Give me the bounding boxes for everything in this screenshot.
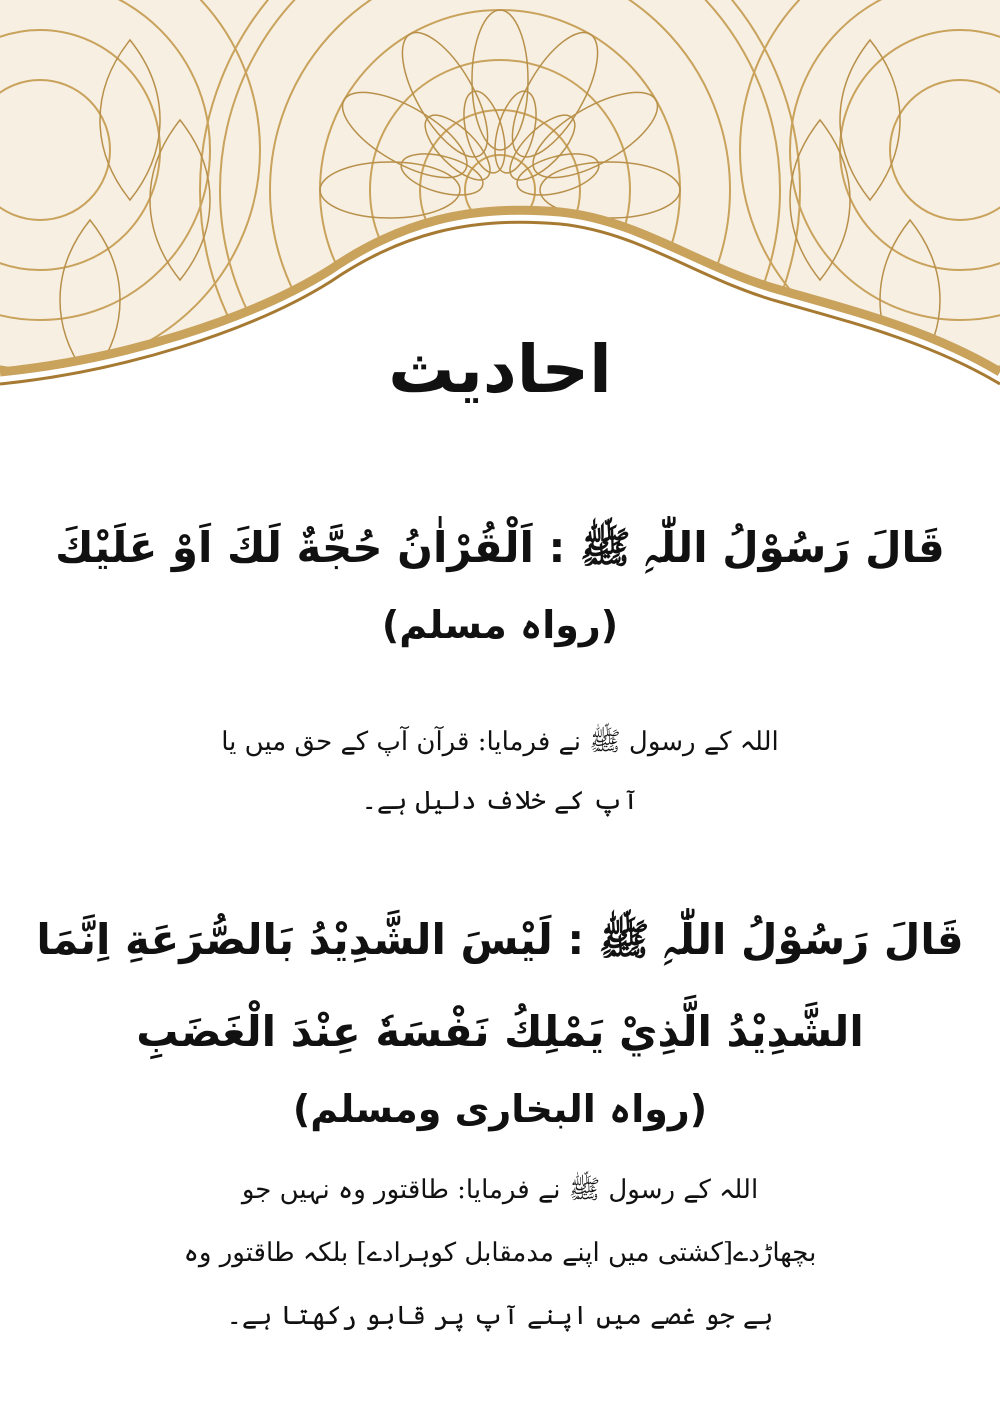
hadith-1-urdu-line: آپ کے خلاف دلیل ہے۔ — [361, 786, 639, 816]
hadith-2-reference: (رواہ البخاری ومسلم) — [292, 1087, 708, 1131]
hadith-1-reference: (رواہ مسلم) — [381, 603, 619, 647]
hadith-1-arabic-text: قَالَ رَسُوْلُ اللّٰہِ ﷺ : اَلْقُرْاٰنُ حُجَّةٌ لَكَ اَوْ عَلَيْكَ — [55, 523, 945, 572]
hadith-2-urdu-line: بچھاڑدے[کشتی میں اپنے مدمقابل کوہرادے] بلکہ طاقتور وہ — [183, 1238, 817, 1268]
hadith-1-urdu-line: اللہ کے رسول ﷺ نے فرمایا: قرآن آپ کے حق میں یا — [221, 727, 779, 757]
hadith-2-arabic-line: الشَّدِيْدُ الَّذِيْ يَمْلِكُ نَفْسَهٗ عِنْدَ الْغَضَبِ — [136, 1007, 864, 1056]
page-title: احادیث — [388, 331, 612, 408]
hadith-2-urdu-line: اللہ کے رسول ﷺ نے فرمایا: طاقتور وہ نہیں جو — [241, 1175, 759, 1205]
hadith-2-urdu-line: ہے جو غصے میں اپنے آپ پر قابو رکھتا ہے۔ — [226, 1301, 774, 1331]
hadith-2-arabic-line: قَالَ رَسُوْلُ اللّٰہِ ﷺ : لَيْسَ الشَّدِيْدُ بَالصُّرَعَةِ اِنَّمَا — [36, 915, 964, 964]
